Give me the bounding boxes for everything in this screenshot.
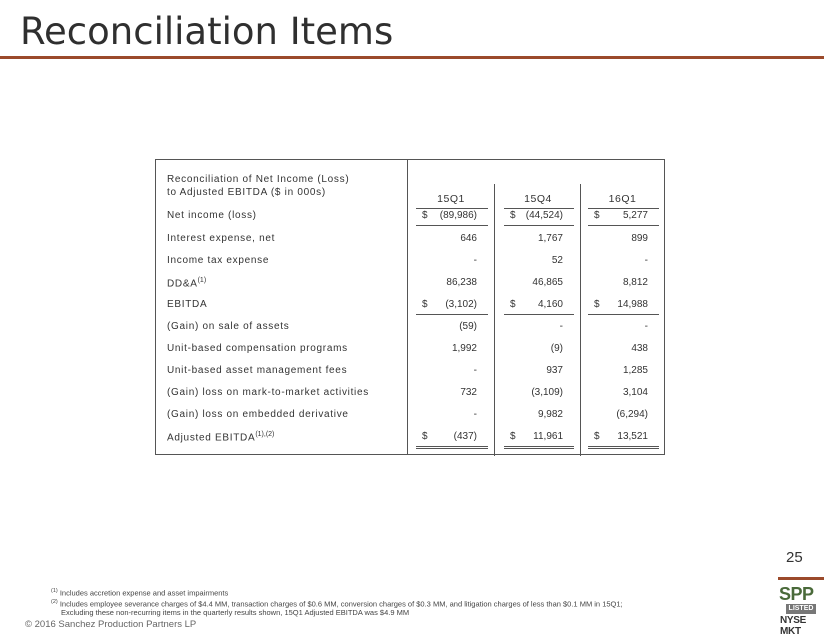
row-label — [167, 431, 274, 443]
table-cell: 52 — [551, 255, 563, 266]
page-number: 25 — [786, 549, 803, 566]
footnotes — [51, 587, 623, 618]
row-label-text: (Gain) loss on embedded derivative — [167, 409, 349, 420]
row-label — [167, 299, 207, 310]
table-cell: 14,988 — [617, 299, 648, 310]
table-cell: 937 — [546, 365, 563, 376]
table-cell: 11,961 — [533, 431, 563, 442]
row-label-footnote: (1),(2) — [255, 431, 275, 438]
table-cell: (3,102) — [445, 299, 477, 310]
row-label — [167, 409, 349, 420]
column-header: 15Q1 — [437, 193, 465, 205]
logo-name: SPP — [779, 584, 814, 604]
total-underline — [504, 225, 574, 226]
footnote-1-text: Includes accretion expense and asset impairments — [59, 588, 229, 598]
column-header: 15Q4 — [524, 193, 552, 205]
footnote-2-line2: Excluding these non-recurring items in the quarterly results shown, 15Q1 Adjusted EBITDA was $4.9 MM — [61, 608, 410, 617]
table-cell: (3,109) — [531, 387, 563, 398]
footnote-1 — [51, 587, 623, 598]
total-underline — [588, 314, 659, 315]
currency-symbol: $ — [594, 210, 600, 221]
table-cell: 86,238 — [446, 277, 477, 288]
table-cell: (6,294) — [616, 409, 648, 420]
table-cell: (437) — [453, 431, 477, 442]
row-label — [167, 277, 206, 289]
table-cell: 9,982 — [537, 409, 563, 420]
row-label-text: Income tax expense — [167, 255, 270, 266]
currency-symbol: $ — [594, 299, 600, 310]
logo-exchange: NYSE MKT — [780, 615, 807, 637]
table-cell: 438 — [631, 343, 648, 354]
row-label-text: Interest expense, net — [167, 233, 276, 244]
column-separator — [494, 184, 495, 456]
currency-symbol: $ — [594, 431, 600, 442]
row-label — [167, 210, 257, 221]
row-label-text: Unit-based asset management fees — [167, 365, 348, 376]
row-label-text: Adjusted EBITDA — [167, 432, 256, 444]
table-cell: 899 — [631, 233, 648, 244]
total-underline — [588, 446, 659, 447]
row-label-text: (Gain) on sale of assets — [167, 321, 290, 332]
column-header-underline — [504, 208, 574, 209]
table-header-line2: to Adjusted EBITDA ($ in 000s) — [167, 187, 326, 198]
spp-logo — [779, 584, 821, 637]
row-label — [167, 233, 275, 244]
currency-symbol: $ — [510, 210, 516, 221]
row-label — [167, 365, 347, 376]
page-title: Reconciliation Items — [20, 10, 394, 53]
double-underline — [416, 448, 488, 449]
table-cell: 732 — [460, 387, 477, 398]
table-cell: 1,992 — [451, 343, 477, 354]
copyright: © 2016 Sanchez Production Partners LP — [25, 619, 197, 630]
table-cell: 646 — [460, 233, 477, 244]
total-underline — [504, 314, 574, 315]
table-header-line1: Reconciliation of Net Income (Loss) — [167, 174, 350, 185]
row-label-text: Net income (loss) — [167, 210, 257, 221]
currency-symbol: $ — [510, 299, 516, 310]
reconciliation-table — [155, 159, 665, 455]
total-underline — [416, 314, 488, 315]
row-label — [167, 321, 289, 332]
currency-symbol: $ — [422, 431, 428, 442]
table-cell: (89,986) — [439, 210, 477, 221]
footnote-2-marker: (2) — [51, 599, 58, 605]
label-column — [156, 160, 408, 454]
table-cell: (59) — [459, 321, 477, 332]
currency-symbol: $ — [422, 210, 428, 221]
footnote-1-marker: (1) — [51, 588, 58, 594]
table-cell: - — [644, 255, 648, 266]
row-label-text: Unit-based compensation programs — [167, 343, 348, 354]
row-label-text: EBITDA — [167, 299, 208, 310]
total-underline — [416, 446, 488, 447]
title-divider — [0, 56, 824, 59]
table-cell: 5,277 — [622, 210, 648, 221]
row-label — [167, 255, 269, 266]
table-cell: 46,865 — [532, 277, 563, 288]
total-underline — [588, 225, 659, 226]
table-cell: 13,521 — [617, 431, 648, 442]
column-header-underline — [588, 208, 659, 209]
table-cell: 1,285 — [622, 365, 648, 376]
row-label-text: DD&A — [167, 278, 198, 290]
double-underline — [588, 448, 659, 449]
column-header-underline — [416, 208, 488, 209]
table-cell: - — [473, 409, 477, 420]
row-label-footnote: (1) — [197, 277, 207, 284]
table-cell: - — [559, 321, 563, 332]
data-area — [408, 160, 665, 454]
logo-listed: LISTED — [786, 604, 816, 614]
table-cell: (44,524) — [525, 210, 563, 221]
footnote-2-line1: Includes employee severance charges of $4.4 MM, transaction charges of $0.6 MM, conversion charges of $0.3 MM, and litigation charges of less than $0.1 MM in 15Q1; — [59, 599, 623, 609]
table-cell: 1,767 — [537, 233, 563, 244]
table-cell: - — [473, 365, 477, 376]
row-label-text: (Gain) loss on mark-to-market activities — [167, 387, 369, 398]
double-underline — [504, 448, 574, 449]
table-header — [167, 173, 349, 199]
total-underline — [504, 446, 574, 447]
currency-symbol: $ — [422, 299, 428, 310]
row-label — [167, 387, 369, 398]
table-cell: (9) — [550, 343, 563, 354]
table-cell: - — [473, 255, 477, 266]
currency-symbol: $ — [510, 431, 516, 442]
table-cell: 3,104 — [622, 387, 648, 398]
table-cell: - — [644, 321, 648, 332]
table-cell: 4,160 — [537, 299, 563, 310]
total-underline — [416, 225, 488, 226]
logo-accent-bar — [778, 577, 824, 580]
footnote-2-cont — [51, 609, 623, 618]
row-label — [167, 343, 348, 354]
column-header: 16Q1 — [608, 193, 637, 205]
table-cell: 8,812 — [622, 277, 648, 288]
